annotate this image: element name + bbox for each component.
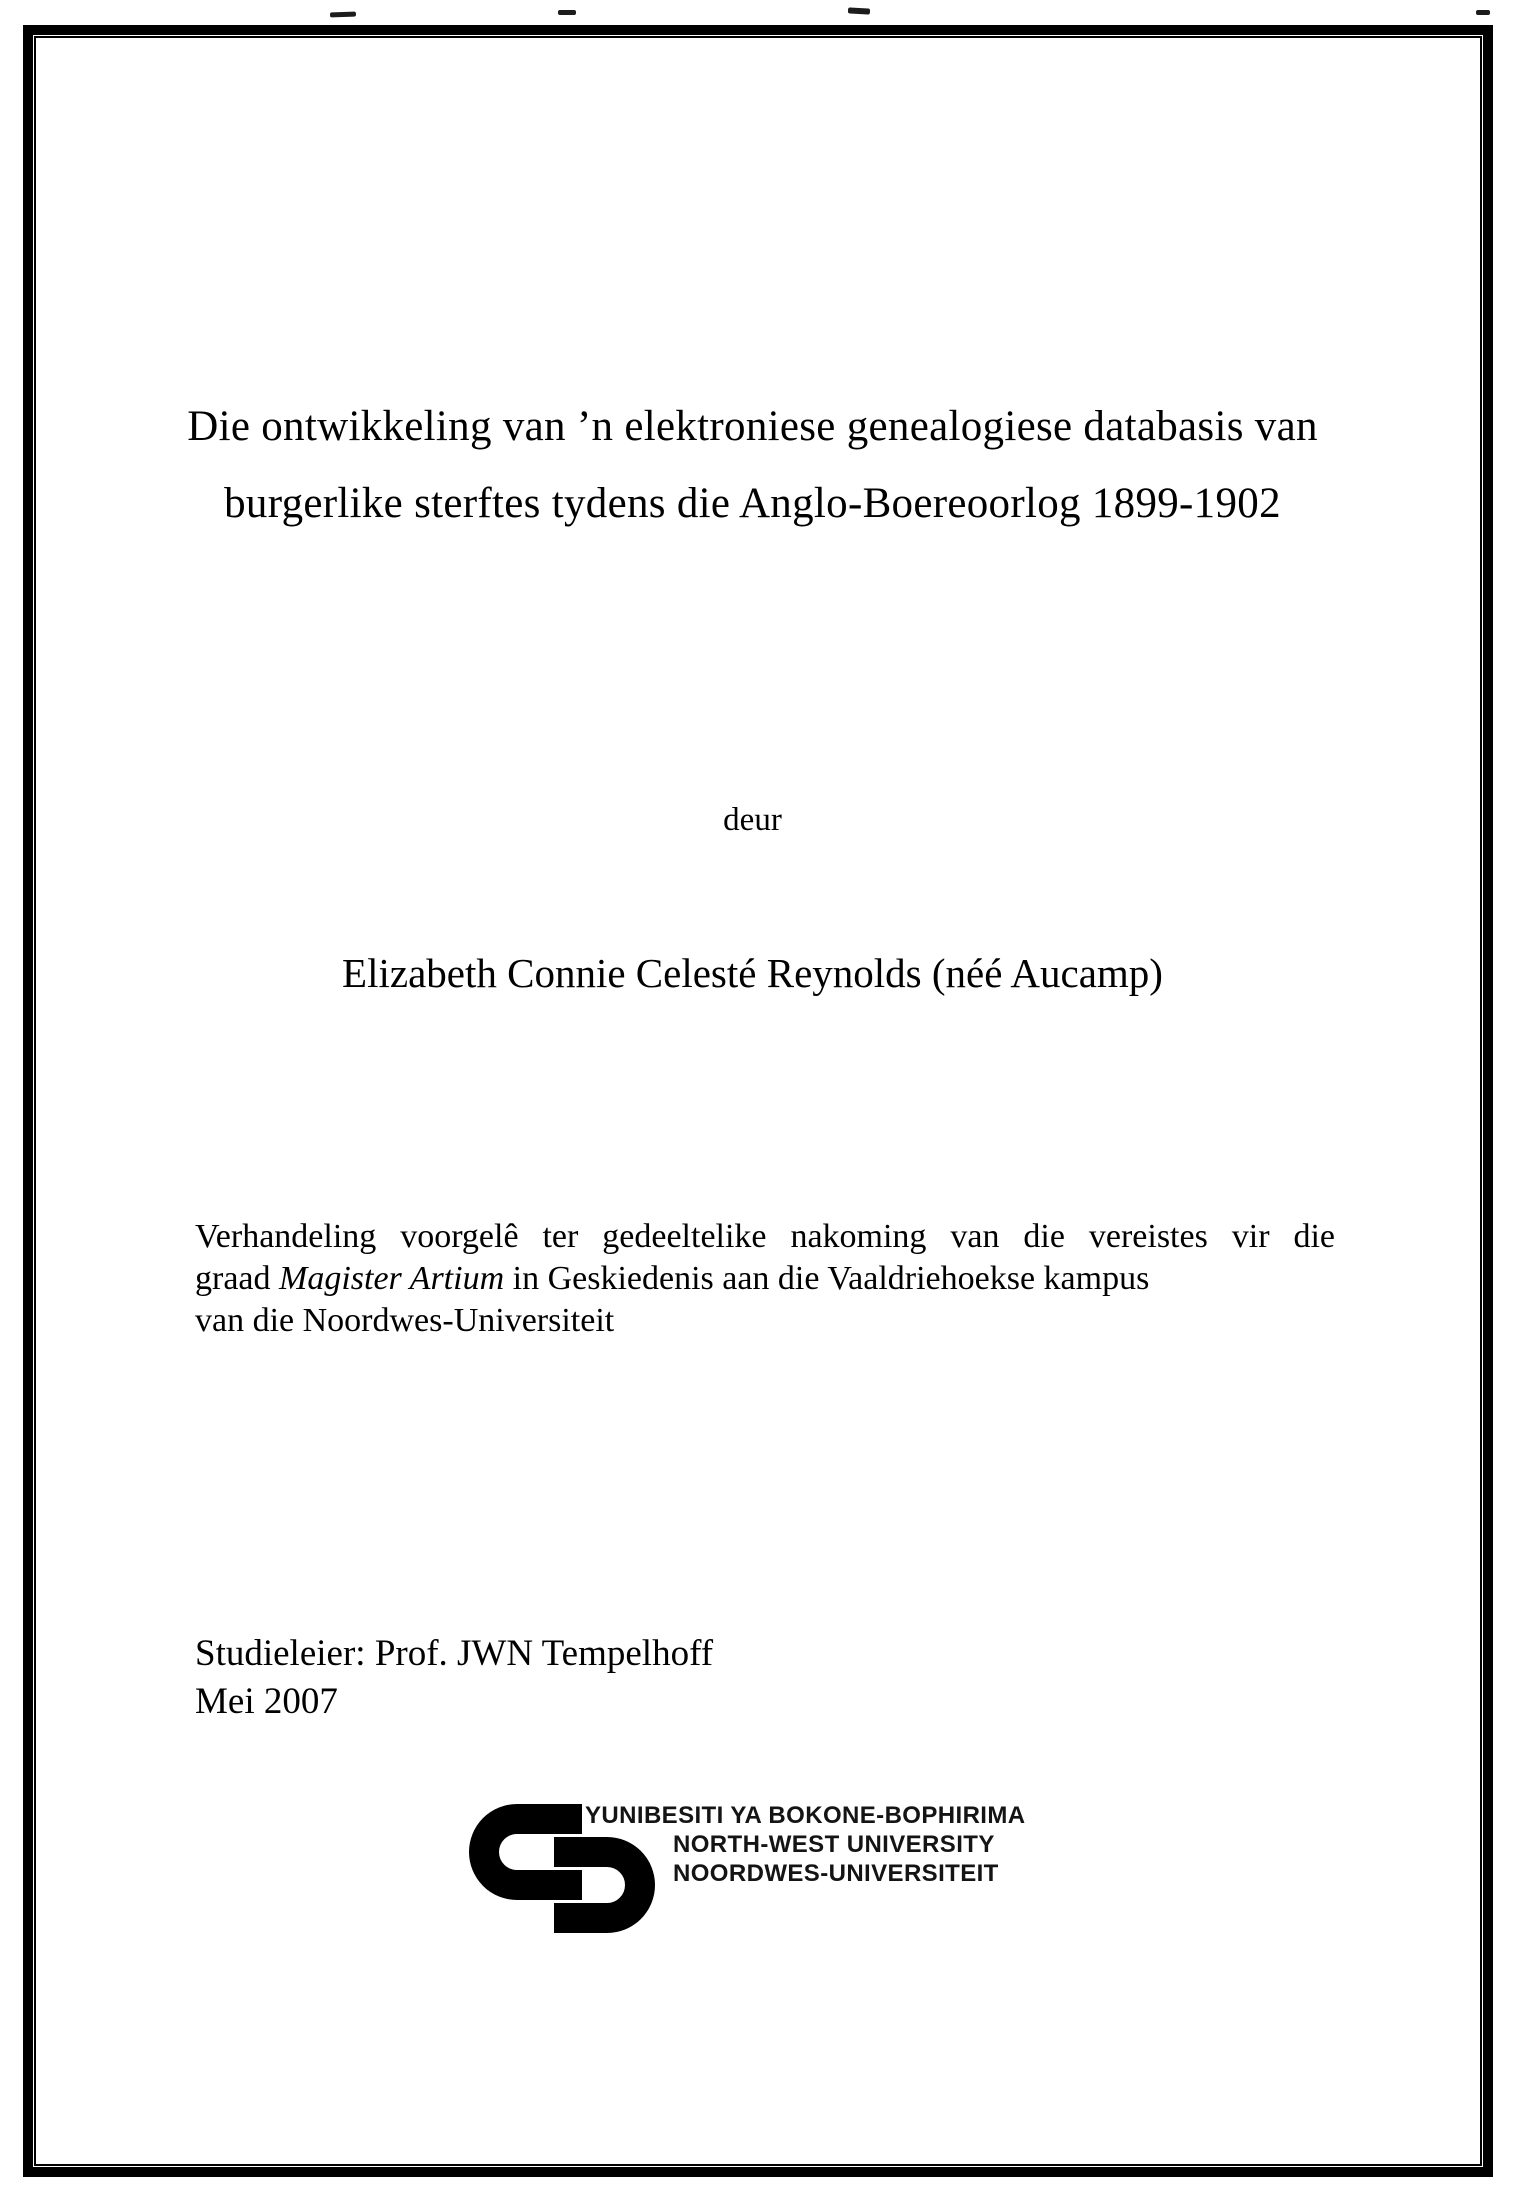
degree-statement [195, 1216, 1335, 1342]
author-name: Elizabeth Connie Celesté Reynolds (néé Aucamp) [342, 950, 1163, 996]
degree-statement-line-2-post: in Geskiedenis aan die Vaaldriehoekse kampus [504, 1260, 1150, 1297]
logo-wordmark-line-1: YUNIBESITI YA BOKONE-BOPHIRIMA [585, 1802, 1026, 1829]
byline-label: deur [723, 802, 782, 838]
university-logo [462, 1800, 1102, 1950]
degree-statement-line-1: Verhandeling voorgelê ter gedeeltelike nakoming van die vereistes vir die [195, 1218, 1335, 1255]
logo-wordmark-line-3: NOORDWES-UNIVERSITEIT [673, 1860, 999, 1887]
logo-wordmark-line-2: NORTH-WEST UNIVERSITY [673, 1831, 995, 1858]
thesis-title-line-2: burgerlike sterftes tydens die Anglo-Boereoorlog 1899-1902 [224, 480, 1281, 527]
supervisor-block [195, 1630, 713, 1726]
university-logo-wordmark [585, 1801, 1026, 1888]
degree-statement-line-2 [195, 1258, 1335, 1300]
degree-statement-line-3: van die Noordwes-Universiteit [195, 1302, 615, 1339]
scan-speckle [1476, 10, 1490, 15]
supervisor-line: Studieleier: Prof. JWN Tempelhoff [195, 1633, 714, 1674]
degree-name-italic: Magister Artium [279, 1260, 505, 1297]
scan-speckle [330, 12, 356, 18]
thesis-title [35, 388, 1470, 542]
thesis-title-line-1: Die ontwikkeling van ’n elektroniese genealogiese databasis van [187, 403, 1318, 450]
date-line: Mei 2007 [195, 1681, 338, 1722]
scan-speckle [558, 10, 576, 15]
degree-statement-line-2-pre: graad [195, 1260, 280, 1297]
scan-speckle [848, 7, 870, 14]
